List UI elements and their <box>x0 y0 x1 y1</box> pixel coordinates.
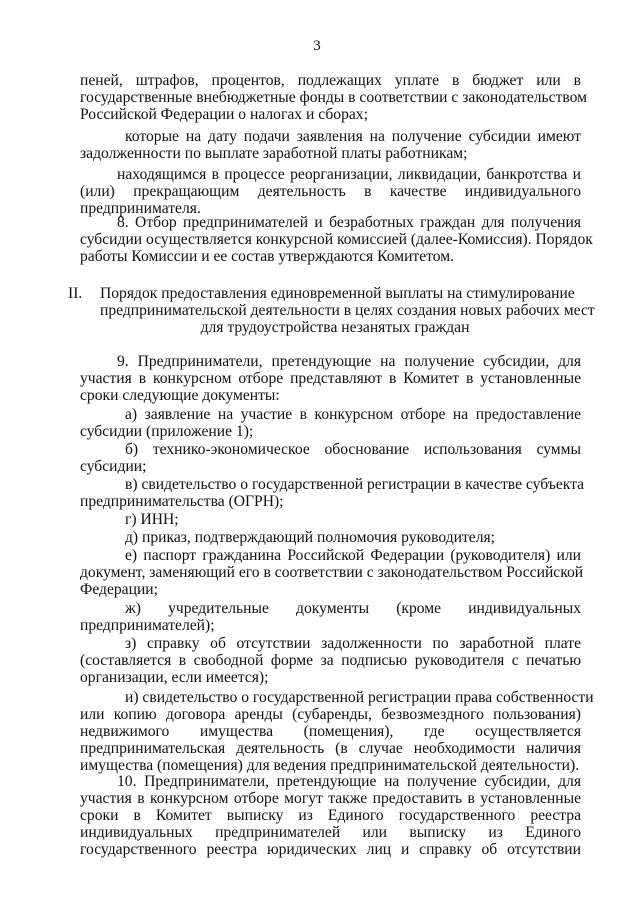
text-line: д) приказ, подтверждающий полномочия руководителя; <box>125 529 495 546</box>
text-line: субсидии (приложение 1); <box>80 423 254 440</box>
text-line: в) свидетельство о государственной регистрации в качестве субъекта <box>125 476 585 493</box>
section-heading-line: предпринимательской деятельности в целях создания новых рабочих мест <box>100 302 595 319</box>
text-line: государственные внебюджетные фонды в соответствии с законодательством <box>80 89 588 106</box>
text-line: б) технико-экономическое обоснование использования суммы <box>125 441 581 458</box>
text-line: участия в конкурсном отборе представляют в Комитет в установленные <box>80 370 581 387</box>
text-line: (составляется в свободной форме за подписью руководителя с печатью <box>80 652 581 669</box>
section-heading-line: Порядок предоставления единовременной выплаты на стимулирование <box>100 285 575 302</box>
page-number: 3 <box>313 38 321 54</box>
text-line: 10. Предприниматели, претендующие на получение субсидии, для <box>117 773 581 790</box>
text-line: субсидии; <box>80 458 147 475</box>
text-line: организации, если имеется); <box>80 669 269 686</box>
text-line: работы Комиссии и ее состав утверждаются Комитетом. <box>80 248 455 265</box>
text-line: субсидии осуществляется конкурсной комиссией (далее-Комиссия). Порядок <box>80 231 593 248</box>
text-line: имущества (помещения) для ведения предпринимательской деятельности). <box>80 757 580 774</box>
text-line: пеней, штрафов, процентов, подлежащих уплате в бюджет или в <box>80 72 581 89</box>
text-line: предпринимателя. <box>80 200 201 217</box>
text-line: задолженности по выплате заработной платы работникам; <box>80 145 468 162</box>
text-line: индивидуальных предпринимателей или выписку из Единого <box>80 824 581 841</box>
text-line: которые на дату подачи заявления на получение субсидии имеют <box>125 128 581 145</box>
text-line: 9. Предприниматели, претендующие на получение субсидии, для <box>117 353 581 370</box>
text-line: г) ИНН; <box>125 511 179 528</box>
text-line: предпринимательская деятельность (в случае необходимости наличия <box>80 740 581 757</box>
text-line: недвижимого имущества (помещения), где осуществляется <box>80 723 581 740</box>
text-line: предпринимательства (ОГРН); <box>80 493 284 510</box>
text-line: 8. Отбор предпринимателей и безработных граждан для получения <box>117 214 581 231</box>
section-heading-line: для трудоустройства незанятых граждан <box>200 319 470 336</box>
text-line: государственного реестра юридических лиц и справку об отсутствии <box>80 841 581 858</box>
text-line: участия в конкурсном отборе могут также предоставить в установленные <box>80 790 581 807</box>
text-line: Федерации; <box>80 581 158 598</box>
text-line: Российской Федерации о налогах и сборах; <box>80 106 368 123</box>
text-line: и) свидетельство о государственной регистрации права собственности <box>125 689 594 706</box>
section-number: II. <box>68 285 83 302</box>
text-line: или копию договора аренды (субаренды, безвозмездного пользования) <box>80 706 581 723</box>
text-line: находящимся в процессе реорганизации, ликвидации, банкротства и <box>117 166 581 183</box>
text-line: сроки следующие документы: <box>80 387 280 404</box>
text-line: з) справку об отсутствии задолженности по заработной плате <box>125 635 581 652</box>
text-line: (или) прекращающим деятельность в качестве индивидуального <box>80 183 581 200</box>
text-line: документ, заменяющий его в соответствии с законодательством Российской <box>80 564 584 581</box>
text-line: ж) учредительные документы (кроме индивидуальных <box>125 600 581 617</box>
text-line: е) паспорт гражданина Российской Федерации (руководителя) или <box>125 547 581 564</box>
text-line: сроки в Комитет выписку из Единого государственного реестра <box>80 807 581 824</box>
text-line: а) заявление на участие в конкурсном отборе на предоставление <box>125 406 581 423</box>
text-line: предпринимателей); <box>80 617 215 634</box>
